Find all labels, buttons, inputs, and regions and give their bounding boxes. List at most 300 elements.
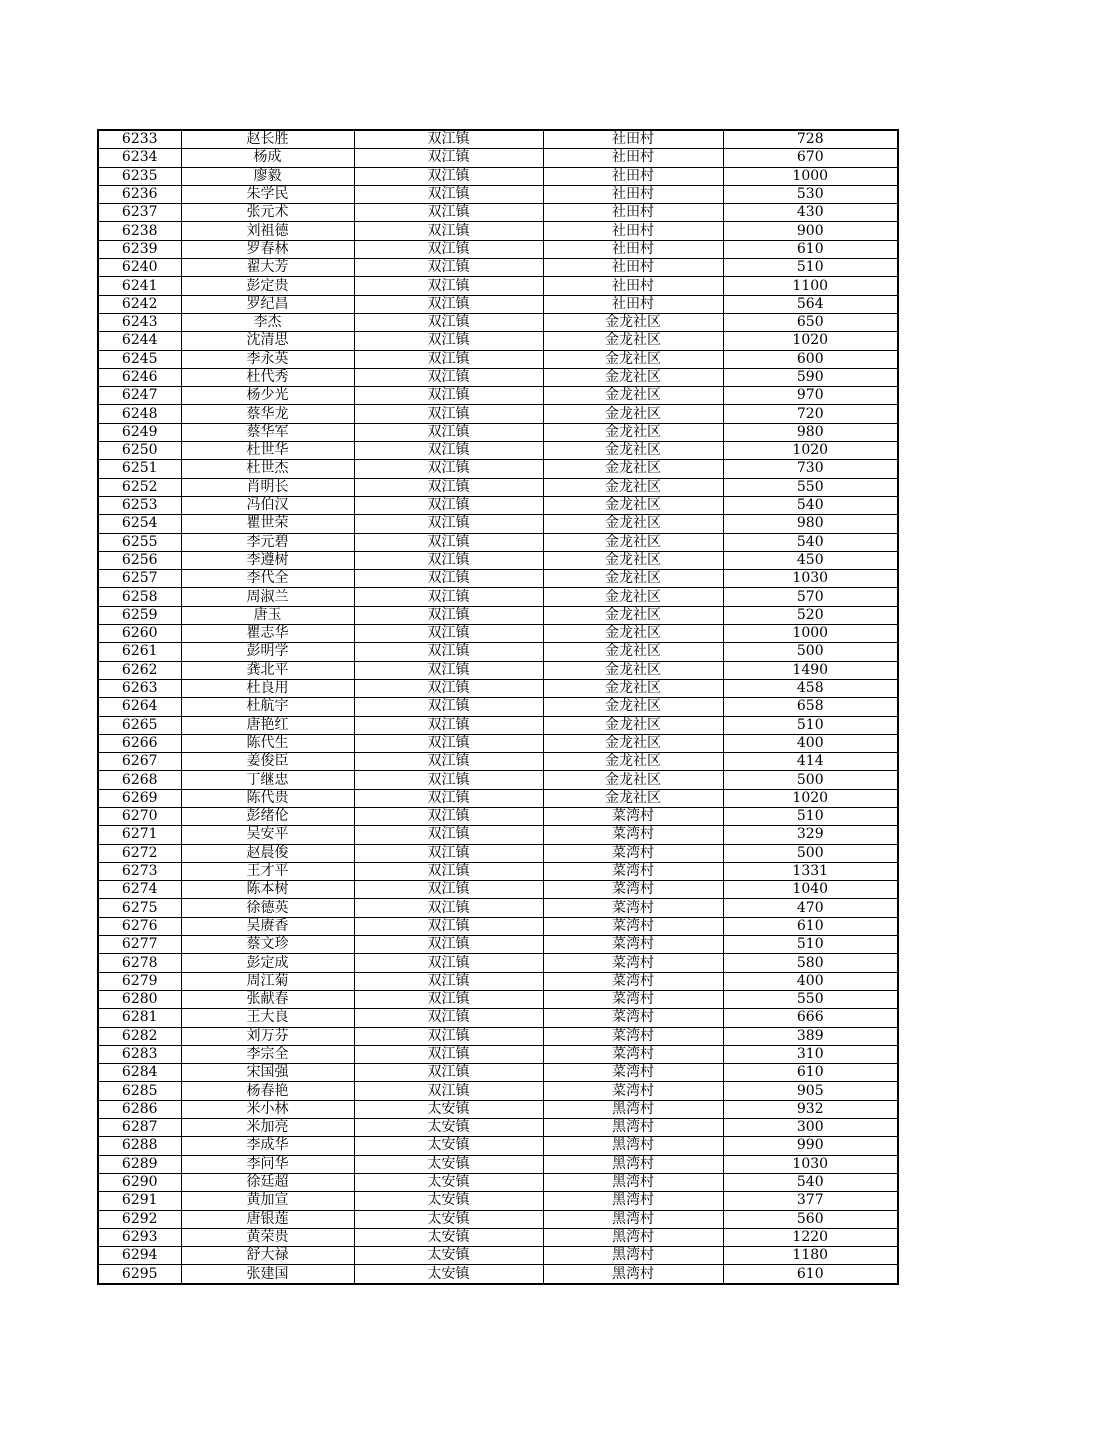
name-cell: 杜代秀 xyxy=(181,368,354,386)
table-row xyxy=(98,936,898,954)
town-cell: 双江镇 xyxy=(354,1027,543,1045)
town-cell: 双江镇 xyxy=(354,588,543,606)
table-row xyxy=(98,844,898,862)
village-cell: 金龙社区 xyxy=(543,643,723,661)
village-cell: 金龙社区 xyxy=(543,606,723,624)
name-cell: 杜航宇 xyxy=(181,698,354,716)
town-cell: 双江镇 xyxy=(354,679,543,697)
name-cell: 蔡华军 xyxy=(181,423,354,441)
town-cell: 双江镇 xyxy=(354,771,543,789)
village-cell: 金龙社区 xyxy=(543,423,723,441)
town-cell: 双江镇 xyxy=(354,551,543,569)
amount-cell: 990 xyxy=(723,1137,898,1155)
village-cell: 金龙社区 xyxy=(543,515,723,533)
amount-cell: 564 xyxy=(723,295,898,313)
village-cell: 社田村 xyxy=(543,204,723,222)
amount-cell: 510 xyxy=(723,936,898,954)
row-number-cell: 6250 xyxy=(98,442,181,460)
village-cell: 金龙社区 xyxy=(543,716,723,734)
row-number-cell: 6261 xyxy=(98,643,181,661)
table-row xyxy=(98,423,898,441)
row-number-cell: 6252 xyxy=(98,478,181,496)
village-cell: 金龙社区 xyxy=(543,496,723,514)
amount-cell: 500 xyxy=(723,771,898,789)
town-cell: 双江镇 xyxy=(354,899,543,917)
row-number-cell: 6283 xyxy=(98,1045,181,1063)
town-cell: 双江镇 xyxy=(354,954,543,972)
amount-cell: 377 xyxy=(723,1192,898,1210)
amount-cell: 500 xyxy=(723,643,898,661)
village-cell: 金龙社区 xyxy=(543,313,723,331)
table-row xyxy=(98,1119,898,1137)
village-cell: 菜湾村 xyxy=(543,954,723,972)
name-cell: 李元碧 xyxy=(181,533,354,551)
village-cell: 社田村 xyxy=(543,130,723,149)
amount-cell: 530 xyxy=(723,185,898,203)
name-cell: 彭明学 xyxy=(181,643,354,661)
name-cell: 朱学民 xyxy=(181,185,354,203)
name-cell: 杨少光 xyxy=(181,387,354,405)
amount-cell: 590 xyxy=(723,368,898,386)
amount-cell: 600 xyxy=(723,350,898,368)
village-cell: 黑湾村 xyxy=(543,1247,723,1265)
name-cell: 杜世华 xyxy=(181,442,354,460)
row-number-cell: 6274 xyxy=(98,881,181,899)
village-cell: 菜湾村 xyxy=(543,990,723,1008)
village-cell: 金龙社区 xyxy=(543,588,723,606)
village-cell: 社田村 xyxy=(543,185,723,203)
row-number-cell: 6275 xyxy=(98,899,181,917)
table-row xyxy=(98,1192,898,1210)
amount-cell: 610 xyxy=(723,1265,898,1284)
village-cell: 金龙社区 xyxy=(543,460,723,478)
name-cell: 周淑兰 xyxy=(181,588,354,606)
village-cell: 金龙社区 xyxy=(543,551,723,569)
row-number-cell: 6238 xyxy=(98,222,181,240)
amount-cell: 658 xyxy=(723,698,898,716)
table-row xyxy=(98,698,898,716)
row-number-cell: 6246 xyxy=(98,368,181,386)
town-cell: 双江镇 xyxy=(354,149,543,167)
row-number-cell: 6263 xyxy=(98,679,181,697)
table-row xyxy=(98,753,898,771)
name-cell: 赵晨俊 xyxy=(181,844,354,862)
village-cell: 金龙社区 xyxy=(543,387,723,405)
name-cell: 李宗全 xyxy=(181,1045,354,1063)
name-cell: 唐银莲 xyxy=(181,1210,354,1228)
town-cell: 双江镇 xyxy=(354,972,543,990)
village-cell: 菜湾村 xyxy=(543,881,723,899)
town-cell: 双江镇 xyxy=(354,130,543,149)
row-number-cell: 6244 xyxy=(98,332,181,350)
amount-cell: 520 xyxy=(723,606,898,624)
amount-cell: 730 xyxy=(723,460,898,478)
row-number-cell: 6278 xyxy=(98,954,181,972)
town-cell: 双江镇 xyxy=(354,332,543,350)
amount-cell: 1000 xyxy=(723,167,898,185)
amount-cell: 389 xyxy=(723,1027,898,1045)
table-row xyxy=(98,899,898,917)
amount-cell: 610 xyxy=(723,240,898,258)
name-cell: 李永英 xyxy=(181,350,354,368)
table-row xyxy=(98,789,898,807)
village-cell: 金龙社区 xyxy=(543,661,723,679)
table-row xyxy=(98,259,898,277)
amount-cell: 430 xyxy=(723,204,898,222)
town-cell: 双江镇 xyxy=(354,917,543,935)
row-number-cell: 6290 xyxy=(98,1173,181,1191)
row-number-cell: 6254 xyxy=(98,515,181,533)
amount-cell: 550 xyxy=(723,990,898,1008)
town-cell: 双江镇 xyxy=(354,387,543,405)
row-number-cell: 6259 xyxy=(98,606,181,624)
table-row xyxy=(98,332,898,350)
name-cell: 杜良用 xyxy=(181,679,354,697)
row-number-cell: 6277 xyxy=(98,936,181,954)
name-cell: 李代全 xyxy=(181,570,354,588)
town-cell: 双江镇 xyxy=(354,570,543,588)
amount-cell: 1180 xyxy=(723,1247,898,1265)
village-cell: 金龙社区 xyxy=(543,570,723,588)
name-cell: 罗春林 xyxy=(181,240,354,258)
row-number-cell: 6248 xyxy=(98,405,181,423)
table-row xyxy=(98,771,898,789)
amount-cell: 540 xyxy=(723,533,898,551)
table-row xyxy=(98,1265,898,1284)
table-row xyxy=(98,1210,898,1228)
amount-cell: 666 xyxy=(723,1009,898,1027)
name-cell: 唐艳红 xyxy=(181,716,354,734)
name-cell: 黄加宣 xyxy=(181,1192,354,1210)
town-cell: 双江镇 xyxy=(354,862,543,880)
town-cell: 双江镇 xyxy=(354,807,543,825)
town-cell: 双江镇 xyxy=(354,295,543,313)
table-row xyxy=(98,661,898,679)
amount-cell: 510 xyxy=(723,716,898,734)
town-cell: 双江镇 xyxy=(354,990,543,1008)
town-cell: 双江镇 xyxy=(354,1082,543,1100)
table-row xyxy=(98,130,898,149)
table-row xyxy=(98,679,898,697)
name-cell: 周江菊 xyxy=(181,972,354,990)
row-number-cell: 6241 xyxy=(98,277,181,295)
village-cell: 菜湾村 xyxy=(543,826,723,844)
amount-cell: 728 xyxy=(723,130,898,149)
table-row xyxy=(98,1064,898,1082)
table-row xyxy=(98,240,898,258)
table-row xyxy=(98,533,898,551)
table-row xyxy=(98,551,898,569)
row-number-cell: 6253 xyxy=(98,496,181,514)
name-cell: 舒大禄 xyxy=(181,1247,354,1265)
name-cell: 杜世杰 xyxy=(181,460,354,478)
town-cell: 双江镇 xyxy=(354,240,543,258)
table-row xyxy=(98,149,898,167)
village-cell: 黑湾村 xyxy=(543,1173,723,1191)
row-number-cell: 6270 xyxy=(98,807,181,825)
village-cell: 菜湾村 xyxy=(543,972,723,990)
amount-cell: 414 xyxy=(723,753,898,771)
village-cell: 社田村 xyxy=(543,259,723,277)
table-row xyxy=(98,295,898,313)
row-number-cell: 6264 xyxy=(98,698,181,716)
town-cell: 双江镇 xyxy=(354,350,543,368)
amount-cell: 1040 xyxy=(723,881,898,899)
table-row xyxy=(98,1027,898,1045)
village-cell: 黑湾村 xyxy=(543,1119,723,1137)
village-cell: 黑湾村 xyxy=(543,1265,723,1284)
amount-cell: 1000 xyxy=(723,625,898,643)
town-cell: 双江镇 xyxy=(354,734,543,752)
village-cell: 菜湾村 xyxy=(543,844,723,862)
row-number-cell: 6242 xyxy=(98,295,181,313)
name-cell: 宋国强 xyxy=(181,1064,354,1082)
town-cell: 双江镇 xyxy=(354,844,543,862)
village-cell: 金龙社区 xyxy=(543,350,723,368)
village-cell: 黑湾村 xyxy=(543,1155,723,1173)
table-row xyxy=(98,606,898,624)
row-number-cell: 6268 xyxy=(98,771,181,789)
row-number-cell: 6243 xyxy=(98,313,181,331)
village-cell: 社田村 xyxy=(543,295,723,313)
village-cell: 金龙社区 xyxy=(543,679,723,697)
town-cell: 双江镇 xyxy=(354,515,543,533)
row-number-cell: 6282 xyxy=(98,1027,181,1045)
amount-cell: 900 xyxy=(723,222,898,240)
village-cell: 菜湾村 xyxy=(543,1009,723,1027)
table-row xyxy=(98,350,898,368)
town-cell: 双江镇 xyxy=(354,496,543,514)
table-row xyxy=(98,625,898,643)
village-cell: 菜湾村 xyxy=(543,862,723,880)
town-cell: 双江镇 xyxy=(354,643,543,661)
name-cell: 罗纪昌 xyxy=(181,295,354,313)
amount-cell: 560 xyxy=(723,1210,898,1228)
village-cell: 菜湾村 xyxy=(543,917,723,935)
town-cell: 双江镇 xyxy=(354,313,543,331)
village-cell: 金龙社区 xyxy=(543,771,723,789)
row-number-cell: 6249 xyxy=(98,423,181,441)
table-body xyxy=(98,130,898,1284)
name-cell: 米加亮 xyxy=(181,1119,354,1137)
table-row xyxy=(98,515,898,533)
amount-cell: 1100 xyxy=(723,277,898,295)
row-number-cell: 6260 xyxy=(98,625,181,643)
village-cell: 金龙社区 xyxy=(543,478,723,496)
row-number-cell: 6262 xyxy=(98,661,181,679)
row-number-cell: 6289 xyxy=(98,1155,181,1173)
row-number-cell: 6287 xyxy=(98,1119,181,1137)
row-number-cell: 6293 xyxy=(98,1228,181,1246)
table-row xyxy=(98,716,898,734)
name-cell: 赵长胜 xyxy=(181,130,354,149)
amount-cell: 580 xyxy=(723,954,898,972)
village-cell: 黑湾村 xyxy=(543,1192,723,1210)
table-row xyxy=(98,478,898,496)
village-cell: 社田村 xyxy=(543,149,723,167)
name-cell: 陈代生 xyxy=(181,734,354,752)
town-cell: 双江镇 xyxy=(354,222,543,240)
table-row xyxy=(98,1082,898,1100)
table-row xyxy=(98,954,898,972)
name-cell: 蔡华龙 xyxy=(181,405,354,423)
amount-cell: 400 xyxy=(723,734,898,752)
amount-cell: 650 xyxy=(723,313,898,331)
amount-cell: 1490 xyxy=(723,661,898,679)
amount-cell: 720 xyxy=(723,405,898,423)
name-cell: 张元术 xyxy=(181,204,354,222)
town-cell: 太安镇 xyxy=(354,1247,543,1265)
town-cell: 双江镇 xyxy=(354,716,543,734)
amount-cell: 540 xyxy=(723,496,898,514)
table-row xyxy=(98,570,898,588)
name-cell: 冯伯汉 xyxy=(181,496,354,514)
table-row xyxy=(98,313,898,331)
row-number-cell: 6294 xyxy=(98,1247,181,1265)
table-row xyxy=(98,734,898,752)
amount-cell: 400 xyxy=(723,972,898,990)
town-cell: 双江镇 xyxy=(354,460,543,478)
name-cell: 彭定贵 xyxy=(181,277,354,295)
amount-cell: 310 xyxy=(723,1045,898,1063)
data-table xyxy=(97,129,899,1285)
village-cell: 菜湾村 xyxy=(543,1045,723,1063)
name-cell: 瞿志华 xyxy=(181,625,354,643)
table-row xyxy=(98,405,898,423)
table-row xyxy=(98,1100,898,1118)
amount-cell: 1220 xyxy=(723,1228,898,1246)
amount-cell: 1331 xyxy=(723,862,898,880)
amount-cell: 932 xyxy=(723,1100,898,1118)
row-number-cell: 6291 xyxy=(98,1192,181,1210)
amount-cell: 570 xyxy=(723,588,898,606)
row-number-cell: 6237 xyxy=(98,204,181,222)
town-cell: 双江镇 xyxy=(354,936,543,954)
name-cell: 王大良 xyxy=(181,1009,354,1027)
row-number-cell: 6273 xyxy=(98,862,181,880)
village-cell: 金龙社区 xyxy=(543,332,723,350)
table-row xyxy=(98,990,898,1008)
row-number-cell: 6284 xyxy=(98,1064,181,1082)
village-cell: 社田村 xyxy=(543,222,723,240)
town-cell: 双江镇 xyxy=(354,167,543,185)
row-number-cell: 6239 xyxy=(98,240,181,258)
village-cell: 金龙社区 xyxy=(543,368,723,386)
name-cell: 翟大芳 xyxy=(181,259,354,277)
amount-cell: 980 xyxy=(723,423,898,441)
row-number-cell: 6267 xyxy=(98,753,181,771)
name-cell: 肖明长 xyxy=(181,478,354,496)
town-cell: 太安镇 xyxy=(354,1155,543,1173)
village-cell: 黑湾村 xyxy=(543,1137,723,1155)
amount-cell: 610 xyxy=(723,917,898,935)
town-cell: 双江镇 xyxy=(354,826,543,844)
village-cell: 金龙社区 xyxy=(543,405,723,423)
table-row xyxy=(98,881,898,899)
town-cell: 双江镇 xyxy=(354,1064,543,1082)
town-cell: 双江镇 xyxy=(354,478,543,496)
town-cell: 太安镇 xyxy=(354,1265,543,1284)
row-number-cell: 6257 xyxy=(98,570,181,588)
village-cell: 金龙社区 xyxy=(543,442,723,460)
village-cell: 菜湾村 xyxy=(543,807,723,825)
village-cell: 金龙社区 xyxy=(543,734,723,752)
name-cell: 李问华 xyxy=(181,1155,354,1173)
town-cell: 双江镇 xyxy=(354,204,543,222)
row-number-cell: 6235 xyxy=(98,167,181,185)
name-cell: 李杰 xyxy=(181,313,354,331)
name-cell: 徐廷超 xyxy=(181,1173,354,1191)
table-row xyxy=(98,368,898,386)
town-cell: 双江镇 xyxy=(354,533,543,551)
table-row xyxy=(98,862,898,880)
table-row xyxy=(98,1155,898,1173)
village-cell: 菜湾村 xyxy=(543,1064,723,1082)
amount-cell: 1030 xyxy=(723,570,898,588)
name-cell: 沈清思 xyxy=(181,332,354,350)
village-cell: 菜湾村 xyxy=(543,1082,723,1100)
amount-cell: 1020 xyxy=(723,442,898,460)
table-row xyxy=(98,643,898,661)
town-cell: 双江镇 xyxy=(354,405,543,423)
village-cell: 金龙社区 xyxy=(543,753,723,771)
table-row xyxy=(98,442,898,460)
amount-cell: 300 xyxy=(723,1119,898,1137)
town-cell: 太安镇 xyxy=(354,1100,543,1118)
name-cell: 张建国 xyxy=(181,1265,354,1284)
village-cell: 黑湾村 xyxy=(543,1210,723,1228)
row-number-cell: 6258 xyxy=(98,588,181,606)
town-cell: 双江镇 xyxy=(354,442,543,460)
name-cell: 陈本树 xyxy=(181,881,354,899)
table-row xyxy=(98,972,898,990)
row-number-cell: 6286 xyxy=(98,1100,181,1118)
table-row xyxy=(98,222,898,240)
table-row xyxy=(98,588,898,606)
town-cell: 太安镇 xyxy=(354,1210,543,1228)
row-number-cell: 6285 xyxy=(98,1082,181,1100)
name-cell: 王才平 xyxy=(181,862,354,880)
table-row xyxy=(98,917,898,935)
name-cell: 徐德英 xyxy=(181,899,354,917)
row-number-cell: 6272 xyxy=(98,844,181,862)
name-cell: 黄荣贵 xyxy=(181,1228,354,1246)
town-cell: 太安镇 xyxy=(354,1173,543,1191)
name-cell: 杨成 xyxy=(181,149,354,167)
village-cell: 菜湾村 xyxy=(543,936,723,954)
table-row xyxy=(98,1045,898,1063)
table-row xyxy=(98,1173,898,1191)
town-cell: 双江镇 xyxy=(354,606,543,624)
village-cell: 社田村 xyxy=(543,240,723,258)
row-number-cell: 6240 xyxy=(98,259,181,277)
amount-cell: 329 xyxy=(723,826,898,844)
town-cell: 双江镇 xyxy=(354,698,543,716)
town-cell: 双江镇 xyxy=(354,881,543,899)
name-cell: 刘祖德 xyxy=(181,222,354,240)
name-cell: 张献春 xyxy=(181,990,354,1008)
town-cell: 双江镇 xyxy=(354,753,543,771)
row-number-cell: 6292 xyxy=(98,1210,181,1228)
row-number-cell: 6295 xyxy=(98,1265,181,1284)
row-number-cell: 6279 xyxy=(98,972,181,990)
town-cell: 双江镇 xyxy=(354,259,543,277)
name-cell: 杨春艳 xyxy=(181,1082,354,1100)
town-cell: 双江镇 xyxy=(354,185,543,203)
row-number-cell: 6266 xyxy=(98,734,181,752)
village-cell: 金龙社区 xyxy=(543,789,723,807)
name-cell: 姜俊臣 xyxy=(181,753,354,771)
